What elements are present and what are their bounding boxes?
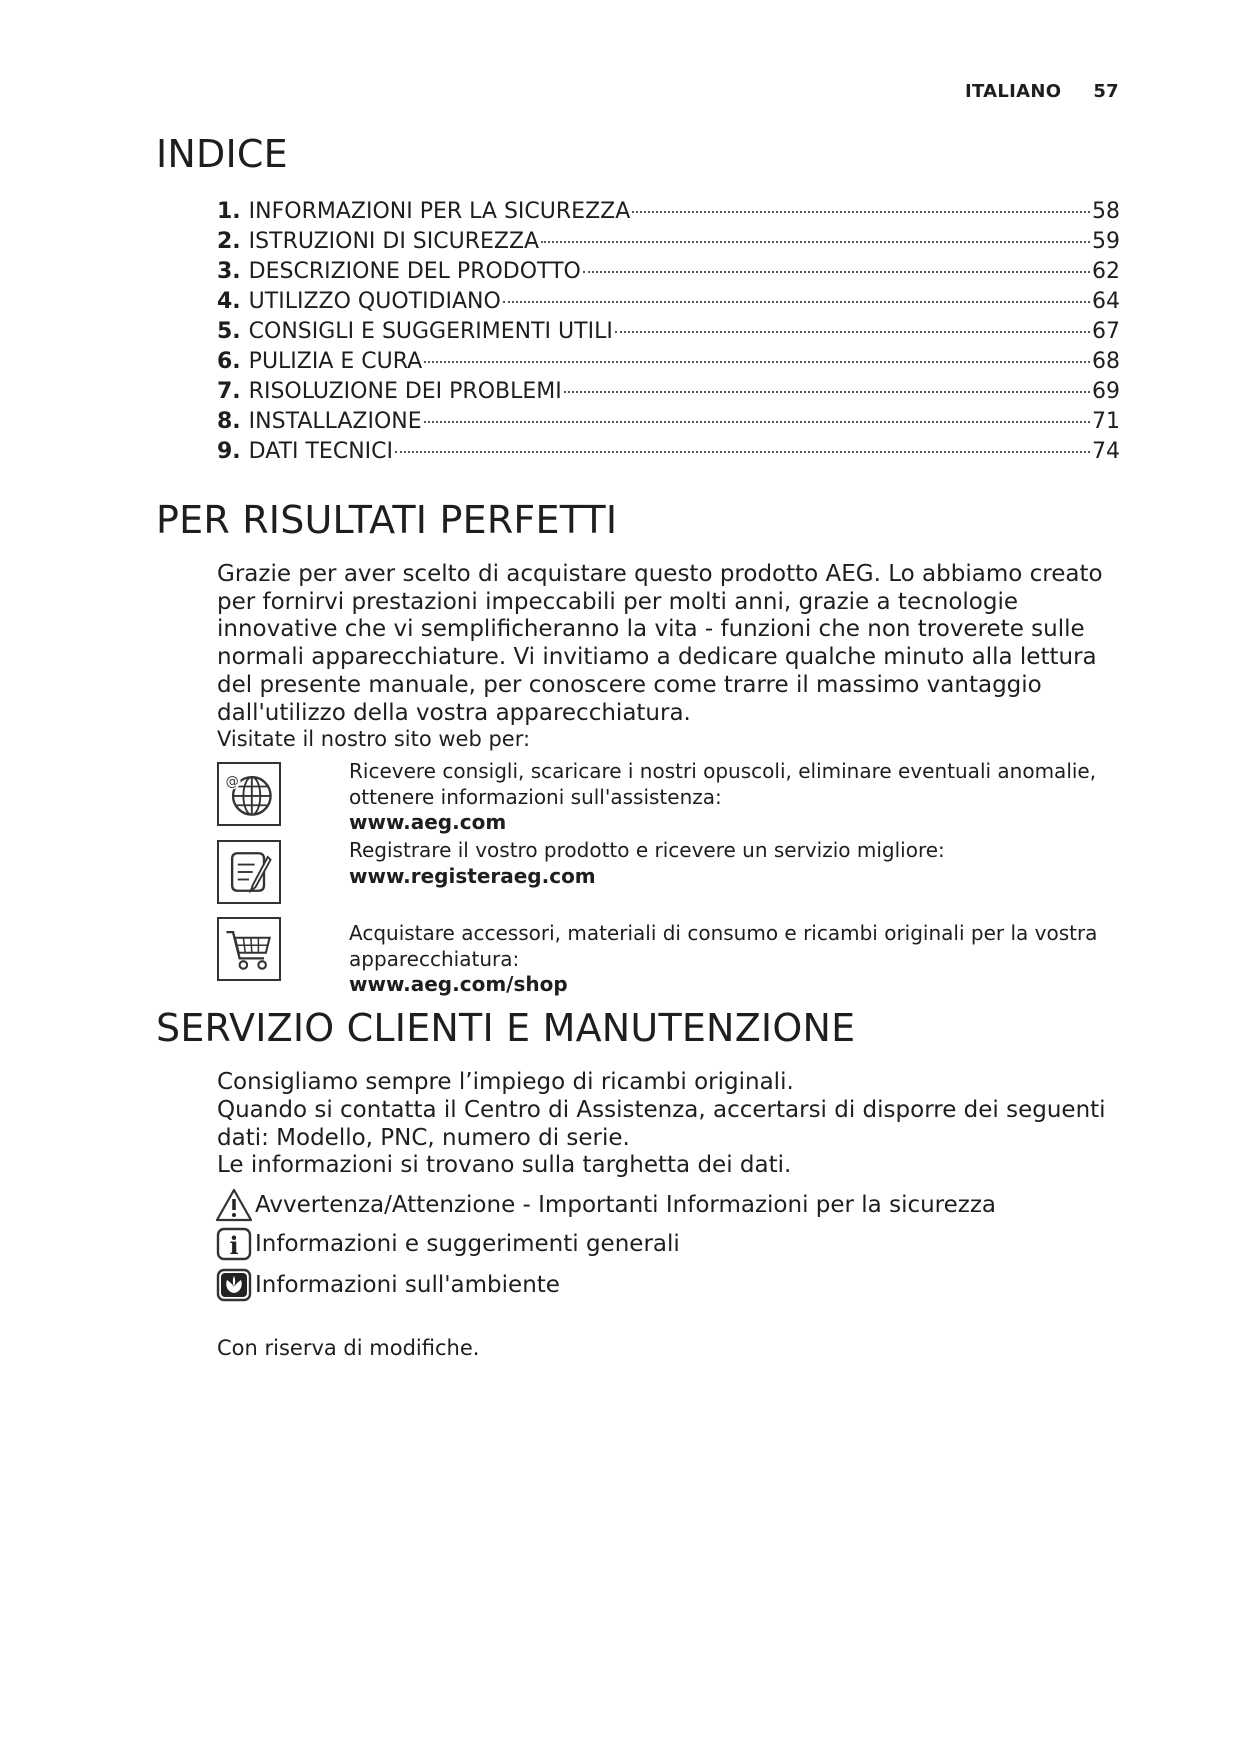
toc-label: INFORMAZIONI PER LA SICUREZZA (248, 199, 631, 224)
toc-label: INSTALLAZIONE (248, 409, 422, 434)
toc-item-2[interactable] (217, 227, 1120, 257)
register-icon (217, 840, 281, 904)
toc-leader (424, 361, 1090, 363)
cart-icon (217, 917, 281, 981)
toc-item-5[interactable] (217, 317, 1120, 347)
toc-number: 6. (217, 349, 241, 374)
toc-item-3[interactable] (217, 257, 1120, 287)
legend-info (215, 1227, 680, 1261)
legend-environment (215, 1268, 560, 1302)
toc-item-8[interactable] (217, 407, 1120, 437)
toc-item-9[interactable] (217, 437, 1120, 467)
toc-page: 74 (1092, 439, 1120, 464)
toc-leader (541, 241, 1090, 243)
toc-item-4[interactable] (217, 287, 1120, 317)
toc-number: 9. (217, 439, 241, 464)
svg-text:i: i (229, 1231, 239, 1260)
table-of-contents (217, 197, 1120, 467)
shop-link[interactable]: www.aeg.com/shop (349, 972, 568, 996)
toc-leader (615, 331, 1090, 333)
legend-text: Informazioni sull'ambiente (255, 1272, 560, 1298)
toc-item-1[interactable] (217, 197, 1120, 227)
environment-icon (215, 1268, 253, 1302)
footer-note: Con riserva di modifiche. (217, 1336, 480, 1360)
page-header (965, 81, 1119, 102)
toc-number: 3. (217, 259, 241, 284)
language-label: ITALIANO (964, 81, 1062, 102)
perfect-results-title: PER RISULTATI PERFETTI (156, 498, 618, 542)
legend-warning (215, 1188, 996, 1222)
toc-page: 62 (1092, 259, 1120, 284)
toc-page: 67 (1092, 319, 1120, 344)
toc-number: 4. (217, 289, 241, 314)
toc-page: 64 (1092, 289, 1120, 314)
legend-text: Informazioni e suggerimenti generali (255, 1231, 680, 1257)
toc-page: 68 (1092, 349, 1120, 374)
toc-label: DATI TECNICI (248, 439, 393, 464)
toc-label: CONSIGLI E SUGGERIMENTI UTILI (248, 319, 613, 344)
toc-number: 5. (217, 319, 241, 344)
toc-leader (395, 451, 1090, 453)
toc-number: 7. (217, 379, 241, 404)
toc-label: ISTRUZIONI DI SICUREZZA (248, 229, 540, 254)
toc-label: RISOLUZIONE DEI PROBLEMI (248, 379, 562, 404)
web-description: Acquistare accessori, materiali di consumo e ricambi originali per la vostra apparecchiatura: (349, 921, 1098, 971)
web-description: Registrare il vostro prodotto e ricevere un servizio migliore: (349, 838, 945, 862)
toc-number: 1. (217, 199, 241, 224)
index-title: INDICE (156, 132, 288, 176)
web-description: Ricevere consigli, scaricare i nostri opuscoli, eliminare eventuali anomalie, ottenere informazioni sull'assistenza: (349, 759, 1097, 809)
toc-page: 59 (1092, 229, 1120, 254)
toc-leader (632, 211, 1090, 213)
service-title: SERVIZIO CLIENTI E MANUTENZIONE (156, 1006, 856, 1050)
service-line-2: Quando si contatta il Centro di Assistenza, accertarsi di disporre dei seguenti dati: Modello, PNC, numero di serie. (217, 1097, 1106, 1151)
aeg-link[interactable]: www.aeg.com (349, 810, 507, 834)
toc-label: PULIZIA E CURA (248, 349, 423, 374)
toc-page: 58 (1092, 199, 1120, 224)
page-number: 57 (1093, 81, 1119, 102)
toc-leader (583, 271, 1090, 273)
toc-leader (424, 421, 1090, 423)
toc-number: 8. (217, 409, 241, 434)
visit-website-text: Visitate il nostro sito web per: (217, 727, 531, 751)
legend-text: Avvertenza/Attenzione - Importanti Informazioni per la sicurezza (255, 1192, 997, 1218)
intro-paragraph: Grazie per aver scelto di acquistare questo prodotto AEG. Lo abbiamo creato per fornirvi prestazioni impeccabili per molti anni, grazie a tecnologie innovative che vi semplificheranno la vita - funzioni che non troverete sulle normali apparecchiature. Vi invitiamo a dedicare qualche minuto alla lettura del presente manuale, per conoscere come trarre il massimo vantaggio dall'utilizzo della vostra apparecchiatura. (217, 561, 1103, 726)
info-icon (215, 1227, 253, 1261)
toc-item-6[interactable] (217, 347, 1120, 377)
toc-page: 71 (1092, 409, 1120, 434)
toc-page: 69 (1092, 379, 1120, 404)
toc-label: DESCRIZIONE DEL PRODOTTO (248, 259, 581, 284)
toc-item-7[interactable] (217, 377, 1120, 407)
globe-icon (217, 762, 281, 826)
toc-leader (503, 301, 1090, 303)
warning-icon (215, 1188, 253, 1222)
register-link[interactable]: www.registeraeg.com (349, 863, 596, 888)
toc-leader (564, 391, 1090, 393)
service-line-3: Le informazioni si trovano sulla targhetta dei dati. (217, 1152, 792, 1178)
svg-text:@: @ (225, 774, 239, 790)
toc-number: 2. (217, 229, 241, 254)
toc-label: UTILIZZO QUOTIDIANO (248, 289, 501, 314)
service-line-1: Consigliamo sempre l’impiego di ricambi originali. (217, 1069, 794, 1095)
